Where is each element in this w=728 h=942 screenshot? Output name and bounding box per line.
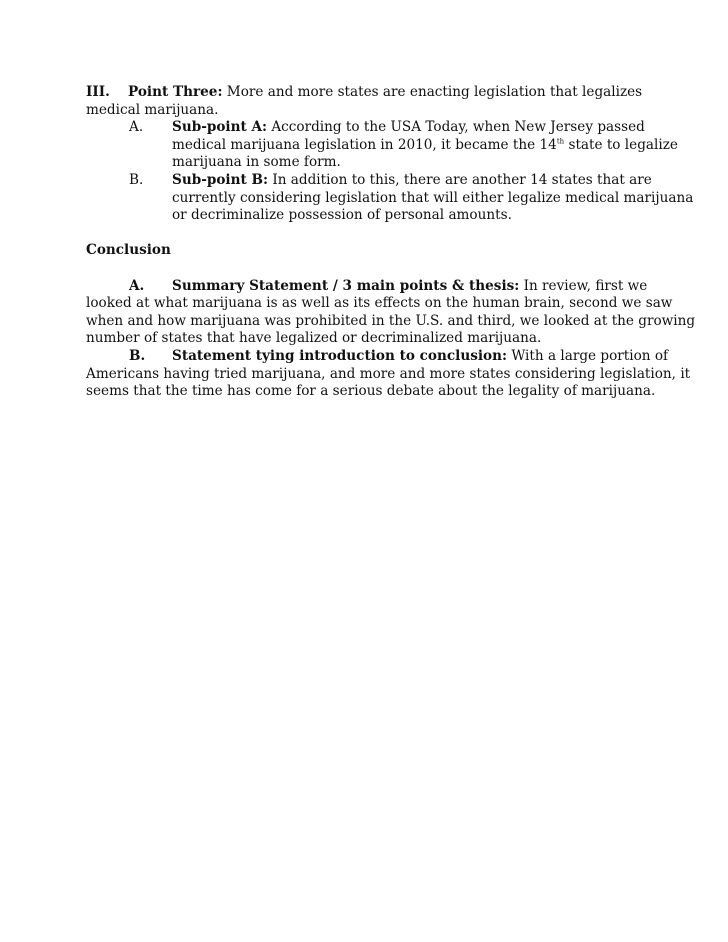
sub-point-b-heading: Sub-point B:: [172, 171, 268, 188]
point-three-heading: Point Three:: [128, 84, 223, 100]
sub-point-a-line2-text: medical marijuana legislation in 2010, it became the 14: [172, 136, 557, 153]
ordinal-suffix: th: [556, 137, 565, 146]
sub-point-a-line3: marijuana in some form.: [172, 154, 341, 171]
conclusion-b-letter: B.: [129, 347, 146, 364]
conclusion-b: [86, 347, 691, 401]
sub-point-b-letter: B.: [129, 171, 144, 188]
sub-point-b-line3: or decriminalize possession of personal amounts.: [172, 207, 512, 224]
sub-point-a-line2: [86, 136, 678, 155]
conclusion-b-line2: Americans having tried marijuana, and more and more states considering legislation, it: [86, 365, 691, 382]
sub-point-a-line1: [86, 119, 646, 137]
point-three-text: More and more states are enacting legislation that legalizes: [222, 84, 643, 100]
conclusion-b-text: With a large portion of: [507, 347, 669, 364]
conclusion-b-line1: [86, 347, 669, 366]
spacer: [86, 225, 646, 243]
sub-point-a-text: According to the USA Today, when New Jersey passed: [267, 119, 645, 136]
conclusion-section: [86, 242, 696, 400]
conclusion-a-line4: number of states that have legalized or decriminalized marijuana.: [86, 330, 542, 347]
conclusion-title: Conclusion: [86, 242, 171, 259]
sub-point-a-heading: Sub-point A:: [172, 119, 268, 136]
conclusion-b-line3: seems that the time has come for a serious debate about the legality of marijuana.: [86, 383, 656, 400]
conclusion-a-text: In review, first we: [519, 277, 648, 294]
sub-point-a-letter: A.: [129, 119, 144, 136]
point-three-section: [86, 84, 694, 225]
sub-point-a: [86, 119, 678, 172]
sub-point-b-text: In addition to this, there are another 14 states that are: [268, 171, 652, 188]
conclusion-a-heading: Summary Statement / 3 main points & thesis:: [172, 277, 520, 294]
conclusion-a-letter: A.: [129, 277, 145, 294]
sub-point-a-line2-rest: state to legalize: [564, 136, 678, 153]
sub-point-b-line2: currently considering legislation that will either legalize medical marijuana: [172, 189, 694, 206]
sub-point-b: [86, 171, 694, 225]
conclusion-a-line3: when and how marijuana was prohibited in the U.S. and third, we looked at the growing: [86, 312, 696, 329]
point-three-line2: medical marijuana.: [86, 101, 219, 118]
section-numeral: III.: [86, 84, 110, 100]
sub-point-b-line1: [86, 171, 652, 190]
point-three-line1: [86, 84, 646, 102]
document-page: [86, 84, 696, 401]
conclusion-a: [86, 277, 696, 348]
conclusion-a-line1: [86, 278, 646, 296]
conclusion-b-heading: Statement tying introduction to conclusion:: [172, 347, 507, 364]
spacer: [86, 260, 646, 278]
conclusion-a-line2: looked at what marijuana is as well as its effects on the human brain, second we saw: [86, 295, 673, 312]
